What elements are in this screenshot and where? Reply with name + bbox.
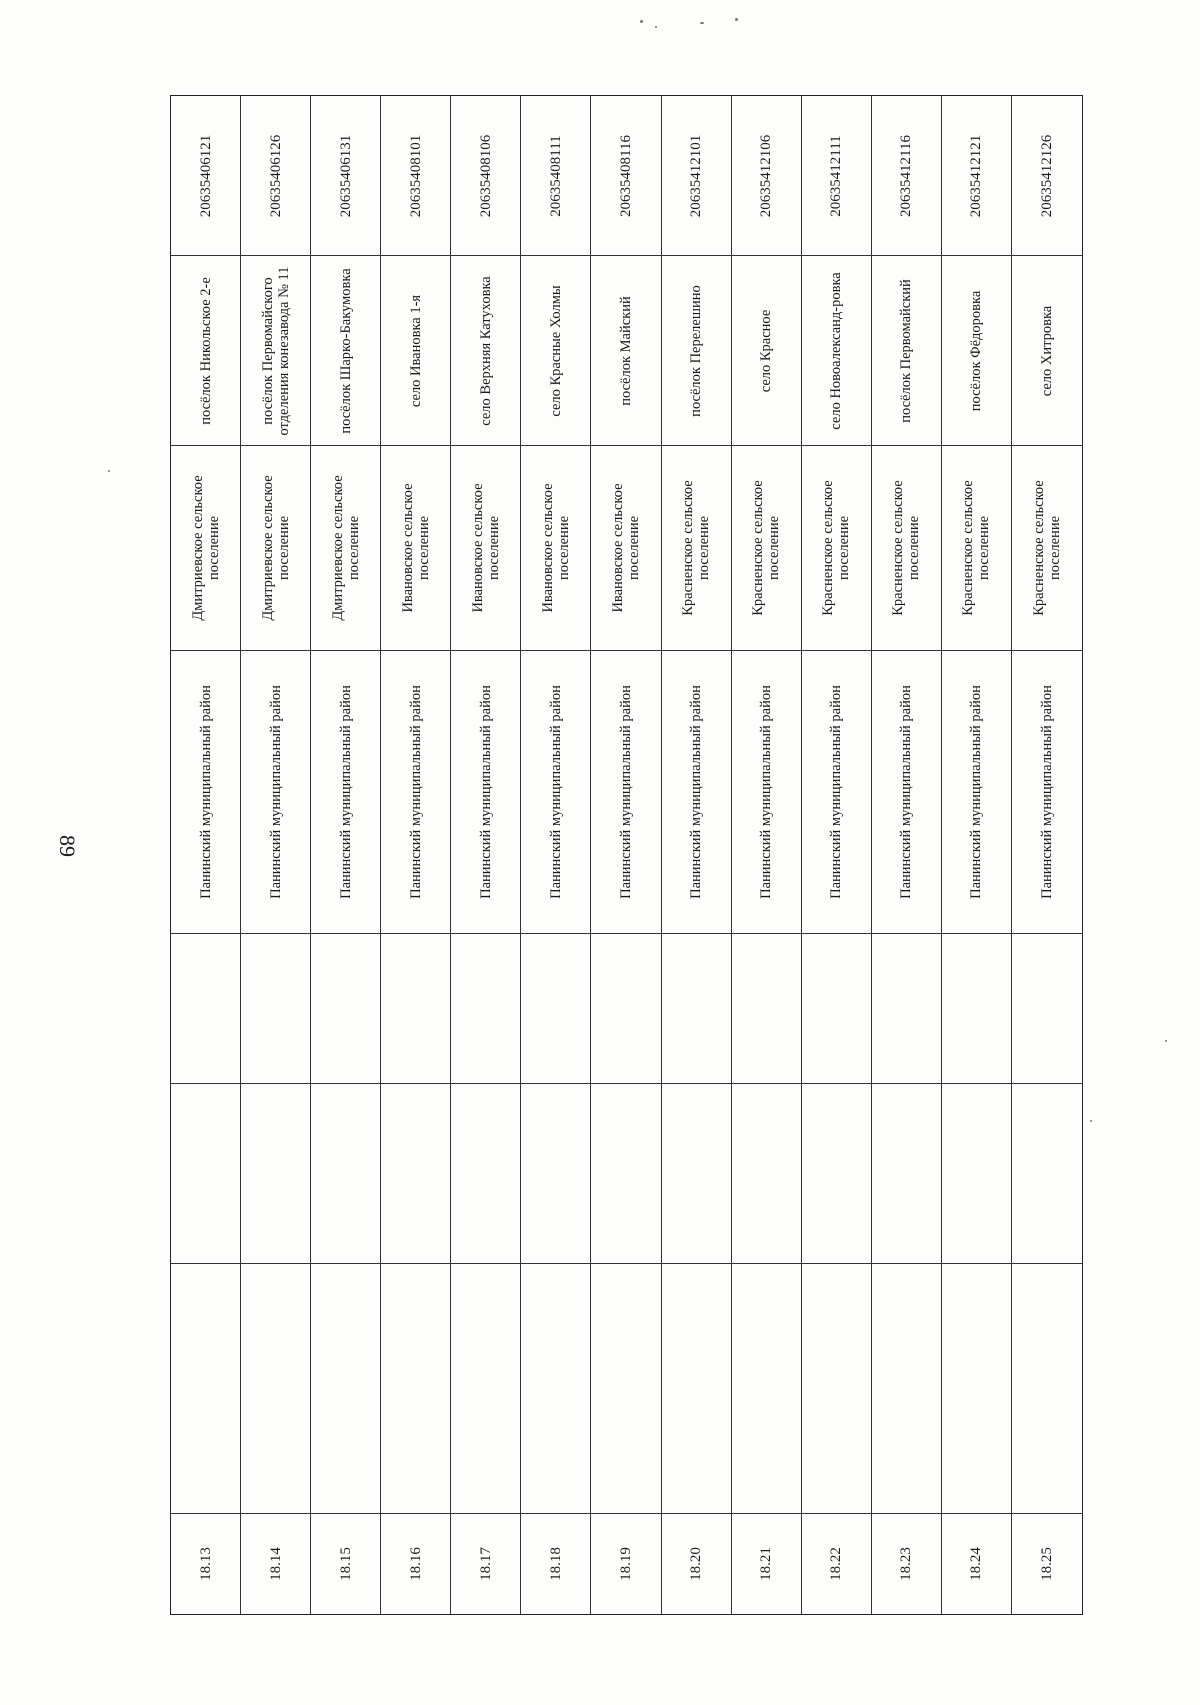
code-text: 20635412101 [688,134,705,217]
cell-settlement [872,446,941,651]
cell-num [241,1514,310,1614]
table-row [732,96,802,1614]
cell-empty [381,1264,450,1514]
cell-district [241,651,310,934]
cell-code [872,96,941,256]
district-text: Панинский муниципальный район [1038,685,1055,899]
code-text: 20635408116 [618,134,634,217]
registry-table [170,95,1083,1615]
settlement-text: Красненское сельское поселение [680,480,713,616]
district-text: Панинский муниципальный район [758,685,775,899]
cell-place [241,256,310,446]
cell-empty [241,934,310,1084]
cell-settlement [591,446,660,651]
cell-district [802,651,871,934]
cell-empty [942,1264,1011,1514]
place-text: посёлок Первомайский [898,278,915,423]
page-number: 89 [55,835,80,857]
cell-empty [942,1084,1011,1264]
district-text: Панинский муниципальный район [267,685,284,899]
cell-empty [591,1084,660,1264]
cell-empty [872,934,941,1084]
cell-district [591,651,660,934]
cell-num [311,1514,380,1614]
cell-district [942,651,1011,934]
cell-empty [241,1264,310,1514]
cell-code [1012,96,1082,256]
table-row [802,96,872,1614]
cell-empty [311,934,380,1084]
place-text: посёлок Шарко-Бакумовка [337,267,354,434]
cell-place [1012,256,1082,446]
cell-code [732,96,801,256]
cell-place [802,256,871,446]
num-text: 18.15 [337,1547,354,1581]
cell-num [521,1514,590,1614]
cell-empty [521,934,590,1084]
district-text: Панинский муниципальный район [968,685,985,899]
cell-place [662,256,731,446]
settlement-text: Ивановское сельское поселение [469,483,502,613]
cell-code [942,96,1011,256]
cell-place [872,256,941,446]
place-text: посёлок Майский [618,295,634,406]
cell-district [521,651,590,934]
cell-settlement [732,446,801,651]
cell-district [311,651,380,934]
district-text: Панинский муниципальный район [477,685,494,899]
settlement-text: Красненское сельское поселение [750,480,783,616]
settlement-text: Ивановское сельское поселение [539,483,572,613]
cell-empty [662,1084,731,1264]
num-text: 18.18 [547,1547,564,1581]
cell-district [872,651,941,934]
table-row [311,96,381,1614]
cell-empty [802,1084,871,1264]
place-text: посёлок Перелешино [688,284,705,417]
place-text: село Ивановка 1-я [407,294,424,407]
table-row [381,96,451,1614]
table-row [451,96,521,1614]
place-text: посёлок Первомайского отделения конезавода № 11 [259,265,292,436]
table-row [1012,96,1082,1614]
table-row [872,96,942,1614]
cell-num [942,1514,1011,1614]
settlement-text: Ивановское сельское поселение [610,483,642,613]
cell-empty [451,1084,520,1264]
cell-code [591,96,660,256]
num-text: 18.16 [407,1547,424,1581]
district-text: Панинский муниципальный район [337,685,354,899]
cell-district [662,651,731,934]
cell-settlement [451,446,520,651]
cell-place [381,256,450,446]
cell-code [451,96,520,256]
cell-place [311,256,380,446]
cell-district [171,651,240,934]
settlement-text: Красненское сельское поселение [890,480,923,616]
num-text: 18.23 [898,1547,915,1581]
cell-settlement [311,446,380,651]
cell-empty [171,934,240,1084]
code-text: 20635412126 [1038,134,1055,217]
table-row [171,96,241,1614]
district-text: Панинский муниципальный район [898,685,915,899]
num-text: 18.19 [618,1547,634,1581]
cell-place [521,256,590,446]
cell-empty [451,1264,520,1514]
cell-empty [732,1084,801,1264]
settlement-text: Дмитриевское сельское поселение [329,475,362,621]
place-text: село Верхняя Катуховка [477,275,494,426]
place-text: посёлок Никольское 2-е [197,276,214,425]
cell-district [451,651,520,934]
cell-empty [942,934,1011,1084]
cell-empty [521,1264,590,1514]
settlement-text: Дмитриевское сельское поселение [189,475,222,621]
cell-settlement [171,446,240,651]
cell-empty [662,934,731,1084]
cell-code [381,96,450,256]
num-text: 18.13 [197,1547,214,1581]
cell-place [591,256,660,446]
cell-place [732,256,801,446]
cell-num [451,1514,520,1614]
cell-empty [1012,1264,1082,1514]
num-text: 18.14 [267,1547,284,1581]
cell-code [521,96,590,256]
cell-num [872,1514,941,1614]
cell-num [1012,1514,1082,1614]
cell-settlement [1012,446,1082,651]
cell-empty [311,1084,380,1264]
district-text: Панинский муниципальный район [828,685,845,899]
cell-empty [521,1084,590,1264]
settlement-text: Дмитриевское сельское поселение [259,475,292,621]
code-text: 20635412121 [968,134,985,217]
table-row [591,96,661,1614]
cell-code [171,96,240,256]
cell-empty [732,1264,801,1514]
table-row [662,96,732,1614]
cell-empty [451,934,520,1084]
cell-code [662,96,731,256]
settlement-text: Ивановское сельское поселение [399,483,432,613]
code-text: 20635406121 [197,134,214,217]
settlement-text: Красненское сельское поселение [820,480,853,616]
place-text: село Красное [758,309,775,392]
cell-empty [1012,1084,1082,1264]
cell-empty [591,1264,660,1514]
district-text: Панинский муниципальный район [407,685,424,899]
district-text: Панинский муниципальный район [688,685,705,899]
cell-settlement [521,446,590,651]
cell-empty [381,1084,450,1264]
cell-code [802,96,871,256]
settlement-text: Красненское сельское поселение [1030,480,1063,616]
cell-settlement [662,446,731,651]
num-text: 18.24 [968,1547,985,1581]
num-text: 18.20 [688,1547,705,1581]
cell-settlement [802,446,871,651]
cell-empty [591,934,660,1084]
code-text: 20635408101 [407,134,424,217]
cell-empty [872,1084,941,1264]
place-text: село Красные Холмы [547,284,564,417]
cell-empty [381,934,450,1084]
cell-empty [732,934,801,1084]
cell-district [381,651,450,934]
table-row [942,96,1012,1614]
cell-settlement [942,446,1011,651]
cell-empty [171,1264,240,1514]
place-text: село Хитровка [1038,305,1055,396]
code-text: 20635406131 [337,134,354,217]
cell-empty [662,1264,731,1514]
cell-place [451,256,520,446]
cell-num [732,1514,801,1614]
cell-code [311,96,380,256]
cell-code [241,96,310,256]
code-text: 20635408111 [547,134,564,217]
cell-num [662,1514,731,1614]
code-text: 20635412116 [898,134,915,217]
cell-num [381,1514,450,1614]
cell-empty [872,1264,941,1514]
cell-empty [802,934,871,1084]
cell-empty [171,1084,240,1264]
cell-empty [1012,934,1082,1084]
cell-place [171,256,240,446]
code-text: 20635408106 [477,134,494,217]
num-text: 18.22 [828,1547,845,1581]
cell-num [802,1514,871,1614]
cell-district [1012,651,1082,934]
table-row [521,96,591,1614]
cell-place [942,256,1011,446]
district-text: Панинский муниципальный район [618,685,634,899]
settlement-text: Красненское сельское поселение [960,480,993,616]
cell-settlement [241,446,310,651]
code-text: 20635412111 [828,134,845,217]
num-text: 18.25 [1038,1547,1055,1581]
cell-empty [241,1084,310,1264]
code-text: 20635412106 [758,134,775,217]
cell-num [171,1514,240,1614]
cell-district [732,651,801,934]
cell-empty [311,1264,380,1514]
code-text: 20635406126 [267,134,284,217]
num-text: 18.21 [758,1547,775,1581]
cell-settlement [381,446,450,651]
table-row [241,96,311,1614]
district-text: Панинский муниципальный район [197,685,214,899]
num-text: 18.17 [477,1547,494,1581]
place-text: село Новоалександ-ровка [828,271,845,430]
district-text: Панинский муниципальный район [547,685,564,899]
cell-empty [802,1264,871,1514]
cell-num [591,1514,660,1614]
place-text: посёлок Фёдоровка [968,290,985,411]
